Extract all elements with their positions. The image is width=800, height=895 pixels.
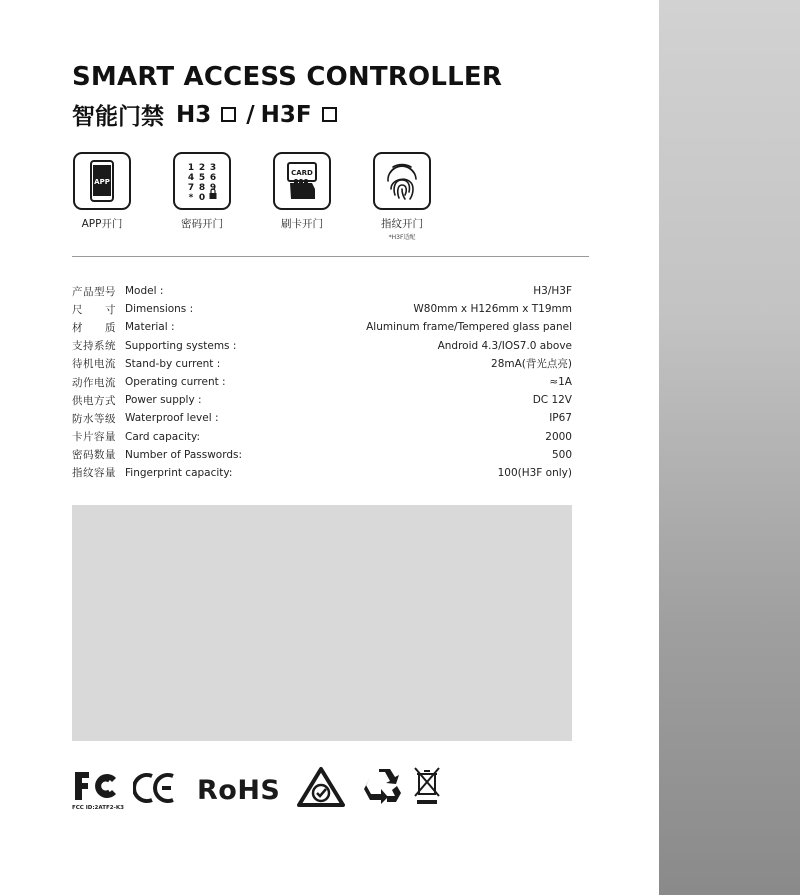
feature-label: 刷卡开门 (281, 218, 323, 230)
spec-label-en: Card capacity: (125, 430, 201, 443)
rcm-mark-icon (296, 766, 346, 812)
rohs-mark: RoHS (197, 775, 281, 806)
spec-label-cn: 指纹容量 (72, 467, 116, 480)
weee-bin-icon (413, 766, 441, 810)
product-image-placeholder (72, 505, 572, 741)
spec-label-en: Number of Passwords: (125, 448, 243, 461)
spec-label-cn: 密码数量 (72, 449, 116, 462)
spec-label-cn: 动作电流 (72, 376, 116, 389)
spec-value: IP67 (549, 412, 572, 425)
spec-label-cn: 卡片容量 (72, 431, 116, 444)
keypad-icon (173, 152, 231, 210)
spec-value: ≈1A (549, 376, 572, 389)
feature-fingerprint-unlock (360, 152, 444, 241)
spec-label-cn: 材 质 (72, 321, 116, 334)
spec-row (72, 318, 572, 336)
spec-value: H3/H3F (533, 285, 572, 298)
spec-label-en: Dimensions : (125, 303, 194, 316)
fingerprint-icon (373, 152, 431, 210)
spec-label-en: Stand-by current : (125, 357, 221, 370)
feature-label: 指纹开门 (381, 218, 423, 230)
feature-label: 密码开门 (181, 218, 223, 230)
feature-label: APP开门 (81, 218, 123, 230)
spec-value: 100(H3F only) (497, 466, 572, 479)
svg-text:4: 4 (187, 173, 195, 183)
svg-text:2: 2 (198, 163, 206, 173)
ce-mark-icon (133, 772, 177, 808)
side-gradient-band (659, 0, 800, 895)
svg-text:CARD: CARD (291, 169, 313, 177)
model-h3: H3 (176, 101, 212, 128)
spec-value: Android 4.3/IOS7.0 above (437, 339, 572, 352)
spec-row (72, 355, 572, 373)
spec-label-en: Power supply : (125, 394, 202, 407)
spec-row (72, 282, 572, 300)
svg-text:6: 6 (209, 173, 217, 183)
fcc-logo-icon (72, 768, 120, 808)
spec-row (72, 300, 572, 318)
spec-label-en: Supporting systems : (125, 339, 237, 352)
title-chinese (72, 98, 347, 131)
spec-row (72, 409, 572, 427)
section-divider (72, 256, 589, 257)
card-swipe-icon (273, 152, 331, 210)
svg-text:8: 8 (198, 183, 206, 193)
feature-card-unlock (260, 152, 344, 231)
spec-row (72, 446, 572, 464)
model-h3f: H3F (260, 101, 312, 128)
model-h3f-checkbox-icon (322, 107, 337, 122)
spec-value: Aluminum frame/Tempered glass panel (366, 321, 572, 334)
spec-label-cn: 防水等级 (72, 412, 116, 425)
spec-label-cn: 产品型号 (72, 285, 116, 298)
svg-text:APP: APP (94, 178, 110, 186)
spec-value: 2000 (545, 430, 572, 443)
smartphone-app-icon (73, 152, 131, 210)
spec-label-en: Fingerprint capacity: (125, 466, 233, 479)
title-english: SMART ACCESS CONTROLLER (72, 62, 503, 92)
spec-row (72, 373, 572, 391)
spec-value: 500 (551, 448, 572, 461)
svg-text:3: 3 (209, 163, 217, 173)
title-cn-text: 智能门禁 (72, 104, 164, 130)
spec-label-en: Operating current : (125, 376, 226, 389)
svg-text:1: 1 (187, 163, 195, 173)
feature-password-unlock (160, 152, 244, 231)
spec-row (72, 428, 572, 446)
spec-row (72, 391, 572, 409)
spec-value: DC 12V (532, 394, 572, 407)
svg-text:0: 0 (198, 193, 206, 203)
spec-label-cn: 供电方式 (72, 394, 116, 407)
spec-label-cn: 支持系统 (72, 340, 116, 353)
fcc-id-text: FCC ID:2ATF2-K3 (72, 805, 124, 811)
model-separator: / (246, 101, 255, 128)
feature-app-unlock (60, 152, 144, 231)
feature-note: *H3F适配 (388, 234, 416, 241)
svg-text:7: 7 (187, 183, 195, 193)
spec-value: W80mm x H126mm x T19mm (413, 303, 572, 316)
svg-text:*: * (188, 193, 194, 203)
spec-row (72, 464, 572, 482)
spec-label-cn: 尺 寸 (72, 303, 116, 316)
svg-text:9: 9 (209, 183, 217, 193)
spec-label-en: Waterproof level : (125, 412, 219, 425)
spec-row (72, 337, 572, 355)
spec-label-en: Material : (125, 321, 175, 334)
svg-text:5: 5 (198, 173, 206, 183)
spec-value: 28mA(背光点亮) (491, 358, 572, 371)
recycle-icon (364, 768, 402, 808)
spec-label-en: Model : (125, 285, 164, 298)
model-h3-checkbox-icon (221, 107, 236, 122)
spec-label-cn: 待机电流 (72, 358, 116, 371)
spec-table (72, 282, 572, 482)
